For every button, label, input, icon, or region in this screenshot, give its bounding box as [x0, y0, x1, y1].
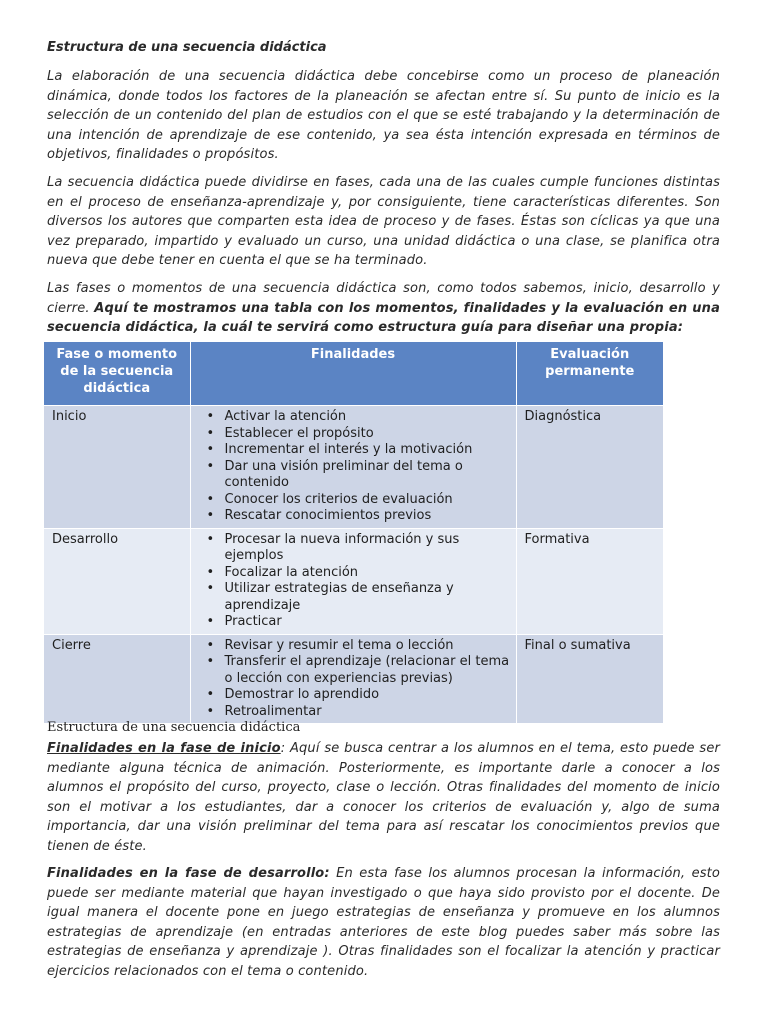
desarrollo-paragraph: [47, 864, 720, 982]
list-item: • Dar una visión preliminar del tema o contenido: [199, 459, 510, 492]
intro-paragraph: La elaboración de una secuencia didáctica debe concebirse como un proceso de planeación dinámica, donde todos los factores de la planeación se afectan entre sí. Su punto de inicio es la selección de un contenido del plan de estudios con el que se esté trabajando y la determinación de una intención de aprendizaje de ese contenido, ya sea ésta intención expresada en términos de objetivos, finalidades o propósitos.: [47, 69, 720, 163]
list-item: • Transferir el aprendizaje (relacionar el tema o lección con experiencias previas): [199, 654, 510, 687]
list-item: • Conocer los criterios de evaluación: [199, 492, 510, 509]
list-item: • Establecer el propósito: [199, 426, 510, 443]
header-phase: Fase o momento de la secuencia didáctica: [44, 342, 190, 406]
inicio-label: Finalidades en la fase de inicio: [47, 741, 281, 756]
list-item: • Retroalimentar: [199, 704, 510, 721]
phases-paragraph: La secuencia didáctica puede dividirse en fases, cada una de las cuales cumple funciones distintas en el proceso de enseñanza-aprendizaje y, por consiguiente, tiene características diferentes. Son diversos los autores que comparten esta idea de proceso y de fases. Éstas son cíclicas ya que una vez preparado, impartido y evaluado un curso, una unidad didáctica o una clase, se planifica otra nueva que debe tener en cuenta el que se ha terminado.: [47, 175, 720, 269]
table-header-row: [44, 342, 663, 406]
purposes-cell: [190, 634, 516, 723]
list-item: • Activar la atención: [199, 409, 510, 426]
table-row-cierre: [44, 634, 663, 723]
evaluation-cell: Final o sumativa: [516, 634, 663, 723]
inicio-paragraph: [47, 739, 720, 857]
purposes-list: [199, 532, 510, 631]
phase-cell: Inicio: [44, 406, 190, 529]
purposes-cell: [190, 528, 516, 634]
table-intro-paragraph: [47, 279, 720, 338]
document-title: Estructura de una secuencia didáctica: [47, 40, 327, 55]
phases-table: [44, 342, 663, 723]
header-evaluation: Evaluación permanente: [516, 342, 663, 406]
list-item: • Demostrar lo aprendido: [199, 687, 510, 704]
evaluation-cell: Formativa: [516, 528, 663, 634]
list-item: • Practicar: [199, 614, 510, 631]
purposes-list: [199, 409, 510, 525]
list-item: • Rescatar conocimientos previos: [199, 508, 510, 525]
table-intro-bold: Aquí te mostramos una tabla con los momentos, finalidades y la evaluación en una secuencia didáctica, la cuál te servirá como estructura guía para diseñar una propia:: [47, 300, 720, 336]
header-purposes: Finalidades: [190, 342, 516, 406]
desarrollo-label: Finalidades en la fase de desarrollo:: [47, 866, 330, 881]
inicio-colon: :: [280, 741, 286, 756]
list-item: • Incrementar el interés y la motivación: [199, 442, 510, 459]
table-caption: Estructura de una secuencia didáctica: [47, 720, 301, 735]
purposes-cell: [190, 406, 516, 529]
table-row-inicio: [44, 406, 663, 529]
desarrollo-text: En esta fase los alumnos procesan la información, esto puede ser mediante material que hayan investigado o que haya sido provisto por el docente. De igual manera el docente pone en juego estrategias de enseñanza y promueve en los alumnos estrategias de aprendizaje (en entradas anteriores de este blog puedes saber más sobre las estrategias de enseñanza y aprendizaje ). Otras finalidades son el focalizar la atención y practicar ejercicios relacionados con el tema o contenido.: [47, 866, 720, 979]
phase-cell: Desarrollo: [44, 528, 190, 634]
table-intro-plain: Las fases o momentos de una secuencia didáctica son, como todos sabemos, inicio, desarrollo y cierre.: [47, 281, 720, 316]
inicio-text: Aquí se busca centrar a los alumnos en el tema, esto puede ser mediante alguna técnica de animación. Posteriormente, es importante darle a conocer a los alumnos el propósito del curso, proyecto, clase o lección. Otras finalidades del momento de inicio son el motivar a los estudiantes, dar a conocer los criterios de evaluación y, algo de suma importancia, dar una visión preliminar del tema para así rescatar los conocimientos previos que tienen de éste.: [47, 741, 720, 854]
list-item: • Revisar y resumir el tema o lección: [199, 638, 510, 655]
list-item: • Utilizar estrategias de enseñanza y aprendizaje: [199, 581, 510, 614]
evaluation-cell: Diagnóstica: [516, 406, 663, 529]
table-row-desarrollo: [44, 528, 663, 634]
list-item: • Procesar la nueva información y sus ejemplos: [199, 532, 510, 565]
purposes-list: [199, 638, 510, 721]
phase-cell: Cierre: [44, 634, 190, 723]
list-item: • Focalizar la atención: [199, 565, 510, 582]
